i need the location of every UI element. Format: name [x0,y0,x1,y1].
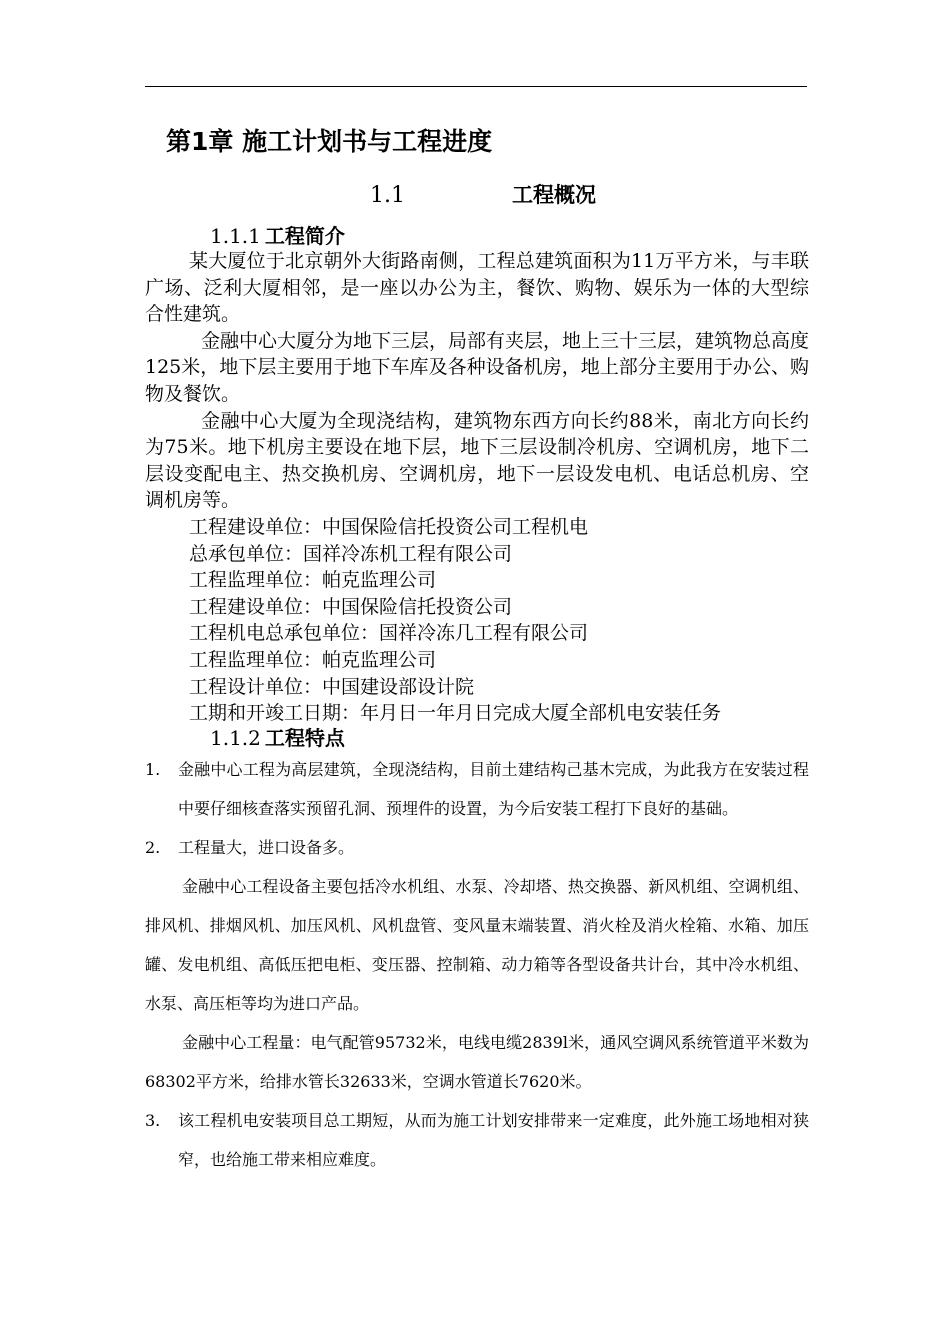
info-line: 总承包单位：国祥冷冻机工程有限公司 [189,542,513,565]
project-intro [145,248,809,727]
intro-paragraph: 某大厦位于北京朝外大街路南侧，工程总建筑面积为11万平方米，与丰联广场、泛利大厦相邻，是一座以办公为主，餐饮、购物、娱乐为一体的大型综合性建筑。 [145,250,809,326]
info-line: 工程监理单位：帕克监理公司 [189,648,437,671]
project-features [145,750,809,1179]
list-item-text: 该工程机电安装项目总工期短，从而为施工计划安排带来一定难度，此外施工场地相对狭窄，也给施工带来相应难度。 [178,1111,809,1169]
section-number: 1.1 [370,183,405,208]
list-item-text: 工程量大，进口设备多。 [178,838,355,857]
chapter-title: 第1章 施工计划书与工程进度 [166,127,493,156]
list-item-text: 金融中心工程为高层建筑，全现浇结构，目前土建结构己基木完成，为此我方在安装过程中要仔细核查落实预留孔洞、预埋件的设置，为今后安装工程打下良好的基础。 [178,760,809,818]
subsection-title: 工程简介 [264,224,345,248]
section-heading [370,180,596,211]
section-title: 工程概况 [512,183,596,207]
info-line: 工程机电总承包单位：国祥冷冻几工程有限公司 [189,622,589,645]
list-marker: 2. [145,838,161,857]
intro-paragraph: 金融中心大厦分为地下三层，局部有夹层，地上三十三层，建筑物总高度125米，地下层主要用于地下车库及各种设备机房，地上部分主要用于办公、购物及餐饮。 [145,329,810,405]
subsection-heading-features [210,724,345,752]
info-line: 工期和开竣工日期：年月日一年月日完成大厦全部机电安装任务 [189,702,722,725]
info-line: 工程建设单位：中国保险信托投资公司 [189,595,513,618]
list-item [145,1101,809,1179]
subsection-number: 1.1.2 [210,726,261,750]
subsection-heading-overview [210,222,345,250]
subsection-title: 工程特点 [264,726,345,750]
list-item [145,750,809,828]
info-line: 工程建设单位：中国保险信托投资公司工程机电 [189,515,589,538]
header-rule [145,86,807,87]
feature-paragraph: 金融中心工程量：电气配管95732米，电线电缆2839l米，通风空调风系统管道平米数为68302平方米，给排水管长32633米，空调水管道长7620米。 [145,1033,809,1091]
info-line: 工程设计单位：中国建设部设计院 [189,675,475,698]
list-marker: 3. [145,1111,161,1130]
feature-paragraph: 金融中心工程设备主要包括冷水机组、水泵、冷却塔、热交换器、新风机组、空调机组、排风机、排烟风机、加压风机、风机盘管、变风量末端装置、消火栓及消火栓箱、水箱、加压罐、发电机组、高低压把电柜、变压器、控制箱、动力箱等各型设备共计台，其中冷水机组、水泵、高压柜等均为进口产品。 [145,877,809,1013]
subsection-number: 1.1.1 [210,224,261,248]
intro-paragraph: 金融中心大厦为全现浇结构，建筑物东西方向长约88米，南北方向长约为75米。地下机房主要设在地下层，地下三层设制冷机房、空调机房，地下二层设变配电主、热交换机房、空调机房，地下一层设发电机、电话总机房、空调机房等。 [145,409,809,512]
info-line: 工程监理单位：帕克监理公司 [189,569,437,592]
list-marker: 1. [145,760,161,779]
list-item [145,828,809,867]
